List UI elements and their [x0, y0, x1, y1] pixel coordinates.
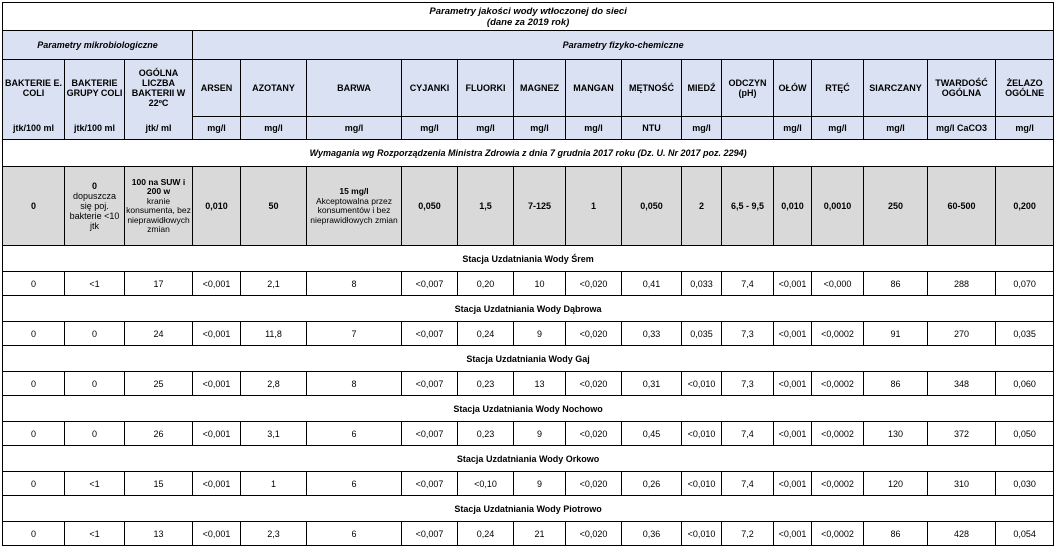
- table-cell: <0,010: [682, 522, 722, 546]
- req-mangan: 1: [566, 167, 622, 246]
- req-magnez: 7-125: [514, 167, 566, 246]
- table-cell: 130: [864, 422, 928, 446]
- req-odczyn: 6,5 - 9,5: [722, 167, 774, 246]
- table-cell: <0,020: [566, 422, 622, 446]
- table-cell: 26: [125, 422, 193, 446]
- table-cell: 17: [125, 272, 193, 296]
- column-unit: mg/l: [193, 117, 241, 140]
- table-cell: 7,4: [722, 422, 774, 446]
- column-unit: mg/l: [812, 117, 864, 140]
- column-header: AZOTANY: [241, 60, 307, 117]
- station-name: Stacja Uzdatniania Wody Dąbrowa: [3, 296, 1054, 322]
- table-cell: 0,23: [458, 372, 514, 396]
- req-bacteria-main: 100 na SUW i 200 w: [131, 176, 186, 196]
- table-cell: <0,010: [682, 422, 722, 446]
- table-cell: 0,060: [996, 372, 1054, 396]
- table-cell: 0,36: [622, 522, 682, 546]
- req-bacteria-note: kranie konsumenta, bez nieprawidłowych zmian: [126, 195, 191, 234]
- req-fluorki: 1,5: [458, 167, 514, 246]
- column-unit: NTU: [622, 117, 682, 140]
- table-cell: 0,41: [622, 272, 682, 296]
- unit-row: [3, 117, 1054, 140]
- column-header: MIEDŹ: [682, 60, 722, 117]
- table-cell: 9: [514, 422, 566, 446]
- req-cyjanki: 0,050: [402, 167, 458, 246]
- column-unit: mg/l: [566, 117, 622, 140]
- req-zelazo: 0,200: [996, 167, 1054, 246]
- table-cell: 7,3: [722, 322, 774, 346]
- table-cell: <0,010: [682, 372, 722, 396]
- table-cell: <0,001: [193, 272, 241, 296]
- table-cell: 25: [125, 372, 193, 396]
- table-cell: 8: [307, 372, 402, 396]
- table-row: [3, 272, 1054, 296]
- table-cell: <1: [65, 272, 125, 296]
- table-cell: <0,001: [774, 422, 812, 446]
- req-barwa-note: Akceptowalna przez konsumentów i bez nieprawidłowych zmian: [310, 195, 398, 225]
- table-cell: 91: [864, 322, 928, 346]
- column-unit: mg/l: [241, 117, 307, 140]
- column-header: SIARCZANY: [864, 60, 928, 117]
- table-cell: <0,020: [566, 472, 622, 496]
- requirements-row: [3, 167, 1054, 246]
- req-twardosc: 60-500: [928, 167, 996, 246]
- column-header: TWARDOŚĆ OGÓLNA: [928, 60, 996, 117]
- table-cell: <0,0002: [812, 372, 864, 396]
- column-header: BAKTERIE GRUPY COLI: [65, 60, 125, 117]
- table-cell: 0,23: [458, 422, 514, 446]
- water-quality-table: [2, 2, 1054, 546]
- group-physicochemical: Parametry fizyko-chemiczne: [193, 31, 1054, 60]
- table-cell: <0,001: [193, 372, 241, 396]
- column-header: MĘTNOŚĆ: [622, 60, 682, 117]
- req-olow: 0,010: [774, 167, 812, 246]
- req-bacteria: [125, 167, 193, 246]
- table-row: [3, 422, 1054, 446]
- table-cell: <0,020: [566, 272, 622, 296]
- req-coli-note: dopuszcza się poj. bakterie <10 jtk: [69, 191, 120, 231]
- column-header: CYJANKI: [402, 60, 458, 117]
- req-arsen: 0,010: [193, 167, 241, 246]
- table-cell: 86: [864, 522, 928, 546]
- station-name: Stacja Uzdatniania Wody Piotrowo: [3, 496, 1054, 522]
- table-cell: 6: [307, 522, 402, 546]
- table-cell: 0,31: [622, 372, 682, 396]
- table-cell: 9: [514, 322, 566, 346]
- table-cell: 0: [65, 372, 125, 396]
- req-barwa-main: 15 mg/l: [339, 186, 369, 196]
- table-cell: 0: [65, 422, 125, 446]
- stations-body: [3, 246, 1054, 546]
- table-cell: <0,020: [566, 322, 622, 346]
- table-cell: <0,0002: [812, 522, 864, 546]
- table-cell: 0,035: [996, 322, 1054, 346]
- table-cell: 0,45: [622, 422, 682, 446]
- table-cell: 0,033: [682, 272, 722, 296]
- table-cell: 120: [864, 472, 928, 496]
- table-cell: <0,10: [458, 472, 514, 496]
- column-unit: [722, 117, 774, 140]
- table-cell: <0,000: [812, 272, 864, 296]
- req-ecoli: 0: [3, 167, 65, 246]
- table-cell: 428: [928, 522, 996, 546]
- table-cell: 13: [514, 372, 566, 396]
- column-header: MANGAN: [566, 60, 622, 117]
- table-cell: <0,001: [193, 472, 241, 496]
- station-name: Stacja Uzdatniania Wody Nochowo: [3, 396, 1054, 422]
- table-row: [3, 522, 1054, 546]
- table-cell: 86: [864, 272, 928, 296]
- table-cell: 288: [928, 272, 996, 296]
- table-cell: <0,001: [774, 522, 812, 546]
- column-header: BARWA: [307, 60, 402, 117]
- table-cell: 0,070: [996, 272, 1054, 296]
- table-cell: 0,24: [458, 522, 514, 546]
- table-cell: 8: [307, 272, 402, 296]
- table-cell: 13: [125, 522, 193, 546]
- column-unit: mg/l: [307, 117, 402, 140]
- table-cell: 1: [241, 472, 307, 496]
- table-cell: 7: [307, 322, 402, 346]
- table-cell: 0,26: [622, 472, 682, 496]
- req-azotany: 50: [241, 167, 307, 246]
- table-cell: 348: [928, 372, 996, 396]
- column-unit: mg/l: [458, 117, 514, 140]
- column-header: ODCZYN (pH): [722, 60, 774, 117]
- table-cell: <0,001: [774, 322, 812, 346]
- column-header: MAGNEZ: [514, 60, 566, 117]
- column-header: RTĘĆ: [812, 60, 864, 117]
- table-cell: <0,007: [402, 472, 458, 496]
- table-cell: 0: [3, 322, 65, 346]
- table-cell: <0,001: [774, 372, 812, 396]
- table-cell: 2,3: [241, 522, 307, 546]
- table-cell: <0,020: [566, 522, 622, 546]
- table-cell: 310: [928, 472, 996, 496]
- table-cell: <1: [65, 522, 125, 546]
- table-cell: <1: [65, 472, 125, 496]
- table-cell: 0,035: [682, 322, 722, 346]
- column-unit: jtk/100 ml: [65, 117, 125, 140]
- req-miedz: 2: [682, 167, 722, 246]
- station-name: Stacja Uzdatniania Wody Śrem: [3, 246, 1054, 272]
- table-cell: 86: [864, 372, 928, 396]
- table-row: [3, 372, 1054, 396]
- title-line-1: Parametry jakości wody wtłoczonej do sieci: [429, 5, 627, 17]
- table-cell: <0,001: [193, 322, 241, 346]
- table-cell: 7,3: [722, 372, 774, 396]
- table-cell: <0,007: [402, 422, 458, 446]
- column-unit: mg/l: [514, 117, 566, 140]
- table-cell: 6: [307, 422, 402, 446]
- req-metnosc: 0,050: [622, 167, 682, 246]
- table-title: [3, 3, 1054, 31]
- column-unit: mg/l: [682, 117, 722, 140]
- table-cell: 24: [125, 322, 193, 346]
- req-siarczany: 250: [864, 167, 928, 246]
- column-header: ŻELAZO OGÓLNE: [996, 60, 1054, 117]
- req-barwa: [307, 167, 402, 246]
- table-cell: <0,007: [402, 372, 458, 396]
- table-cell: 0,030: [996, 472, 1054, 496]
- column-unit: mg/l CaCO3: [928, 117, 996, 140]
- req-coli-main: 0: [91, 181, 97, 191]
- table-cell: <0,001: [774, 472, 812, 496]
- table-cell: <0,007: [402, 322, 458, 346]
- table-row: [3, 322, 1054, 346]
- table-row: [3, 472, 1054, 496]
- table-cell: <0,007: [402, 522, 458, 546]
- table-cell: 2,1: [241, 272, 307, 296]
- table-cell: 0: [3, 522, 65, 546]
- column-unit: mg/l: [402, 117, 458, 140]
- table-cell: <0,001: [774, 272, 812, 296]
- column-unit: jtk/ ml: [125, 117, 193, 140]
- table-cell: <0,010: [682, 472, 722, 496]
- table-cell: 0,24: [458, 322, 514, 346]
- header-row: [3, 60, 1054, 117]
- table-cell: 7,4: [722, 272, 774, 296]
- table-cell: 270: [928, 322, 996, 346]
- column-unit: mg/l: [774, 117, 812, 140]
- table-cell: <0,001: [193, 422, 241, 446]
- column-header: FLUORKI: [458, 60, 514, 117]
- title-line-2: (dane za 2019 rok): [486, 16, 570, 28]
- table-cell: 21: [514, 522, 566, 546]
- table-cell: 0,054: [996, 522, 1054, 546]
- table-cell: 0: [65, 322, 125, 346]
- table-cell: 10: [514, 272, 566, 296]
- column-header: OŁÓW: [774, 60, 812, 117]
- req-rtec: 0,0010: [812, 167, 864, 246]
- table-cell: <0,001: [193, 522, 241, 546]
- table-cell: 0,050: [996, 422, 1054, 446]
- table-cell: 0,33: [622, 322, 682, 346]
- table-cell: 0: [3, 272, 65, 296]
- column-unit: mg/l: [864, 117, 928, 140]
- table-cell: 7,4: [722, 472, 774, 496]
- column-unit: jtk/100 ml: [3, 117, 65, 140]
- table-cell: <0,007: [402, 272, 458, 296]
- table-cell: 3,1: [241, 422, 307, 446]
- requirements-title: Wymagania wg Rozporządzenia Ministra Zdrowia z dnia 7 grudnia 2017 roku (Dz. U. Nr 2017 poz. 2294): [3, 140, 1054, 167]
- table-cell: 15: [125, 472, 193, 496]
- column-header: BAKTERIE E. COLI: [3, 60, 65, 117]
- table-cell: <0,0002: [812, 472, 864, 496]
- table-cell: <0,020: [566, 372, 622, 396]
- table-cell: 6: [307, 472, 402, 496]
- station-name: Stacja Uzdatniania Wody Gaj: [3, 346, 1054, 372]
- group-microbiological: Parametry mikrobiologiczne: [3, 31, 193, 60]
- table-cell: 7,2: [722, 522, 774, 546]
- table-cell: <0,0002: [812, 322, 864, 346]
- station-name: Stacja Uzdatniania Wody Orkowo: [3, 446, 1054, 472]
- table-cell: <0,0002: [812, 422, 864, 446]
- table-cell: 372: [928, 422, 996, 446]
- column-unit: mg/l: [996, 117, 1054, 140]
- table-cell: 0: [3, 472, 65, 496]
- table-cell: 0,20: [458, 272, 514, 296]
- table-cell: 11,8: [241, 322, 307, 346]
- table-cell: 0: [3, 372, 65, 396]
- column-header: ARSEN: [193, 60, 241, 117]
- column-header: OGÓLNA LICZBA BAKTERII W 22ºC: [125, 60, 193, 117]
- table-cell: 9: [514, 472, 566, 496]
- req-coli: [65, 167, 125, 246]
- table-cell: 2,8: [241, 372, 307, 396]
- table-cell: 0: [3, 422, 65, 446]
